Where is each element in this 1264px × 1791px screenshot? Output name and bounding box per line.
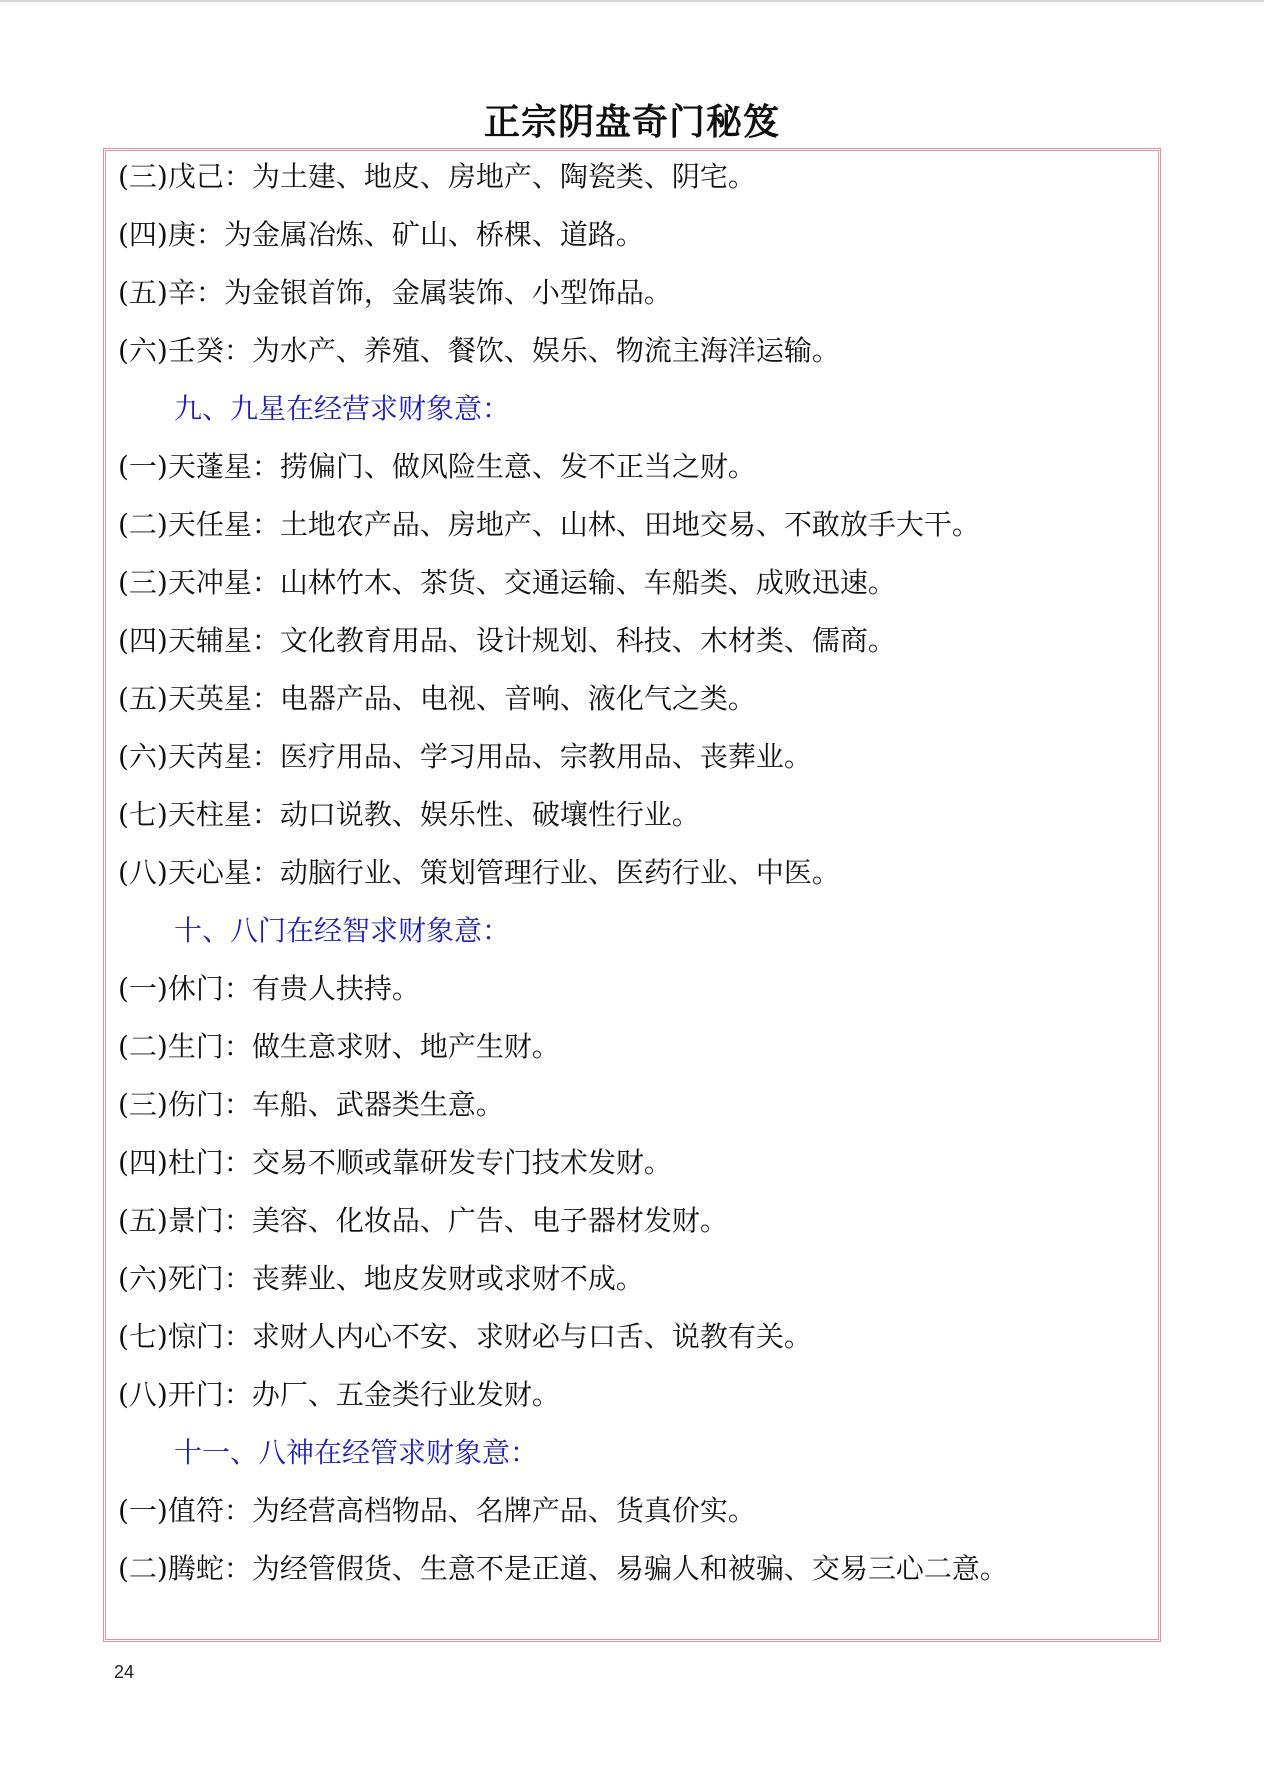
list-item: (一)休门：有贵人扶持。 (118, 972, 420, 1005)
list-item: (四)杜门：交易不顺或靠研发专门技术发财。 (118, 1146, 672, 1179)
list-item: (三)伤门：车船、武器类生意。 (118, 1088, 504, 1121)
list-item: (六)死门：丧葬业、地皮发财或求财不成。 (118, 1262, 644, 1295)
list-item: (四)天辅星：文化教育用品、设计规划、科技、木材类、儒商。 (118, 624, 896, 657)
page-number: 24 (114, 1662, 135, 1682)
list-item: (六)天芮星：医疗用品、学习用品、宗教用品、丧葬业。 (118, 740, 812, 773)
list-item: (一)天蓬星：捞偏门、做风险生意、发不正当之财。 (118, 450, 756, 483)
section-heading: 十、八门在经智求财象意： (174, 914, 511, 947)
section-heading: 十一、八神在经管求财象意： (174, 1436, 539, 1469)
page-top-edge (0, 0, 1264, 2)
list-item: (四)庚：为金属冶炼、矿山、桥棵、道路。 (118, 218, 644, 251)
section-heading: 九、九星在经营求财象意： (174, 392, 511, 425)
list-item: (二)腾蛇：为经管假货、生意不是正道、易骗人和被骗、交易三心二意。 (118, 1552, 1008, 1585)
list-item: (三)戊己：为土建、地皮、房地产、陶瓷类、阴宅。 (118, 160, 756, 193)
list-item: (七)天柱星：动口说教、娱乐性、破壤性行业。 (118, 798, 700, 831)
list-item: (六)壬癸：为水产、养殖、餐饮、娱乐、物流主海洋运输。 (118, 334, 840, 367)
list-item: (五)景门：美容、化妆品、广告、电子器材发财。 (118, 1204, 728, 1237)
list-item: (八)开门：办厂、五金类行业发财。 (118, 1378, 560, 1411)
document-body (118, 152, 1148, 1602)
list-item: (五)辛：为金银首饰，金属装饰、小型饰品。 (118, 276, 672, 309)
list-item: (二)生门：做生意求财、地产生财。 (118, 1030, 560, 1063)
list-item: (一)值符：为经营高档物品、名牌产品、货真价实。 (118, 1494, 756, 1527)
list-item: (七)惊门：求财人内心不安、求财必与口舌、说教有关。 (118, 1320, 812, 1353)
list-item: (八)天心星：动脑行业、策划管理行业、医药行业、中医。 (118, 856, 840, 889)
list-item: (二)天任星：土地农产品、房地产、山林、田地交易、不敢放手大干。 (118, 508, 980, 541)
page-title: 正宗阴盘奇门秘笈 (483, 101, 780, 143)
list-item: (三)天冲星：山林竹木、茶货、交通运输、车船类、成败迅速。 (118, 566, 896, 599)
list-item: (五)天英星：电器产品、电视、音响、液化气之类。 (118, 682, 756, 715)
